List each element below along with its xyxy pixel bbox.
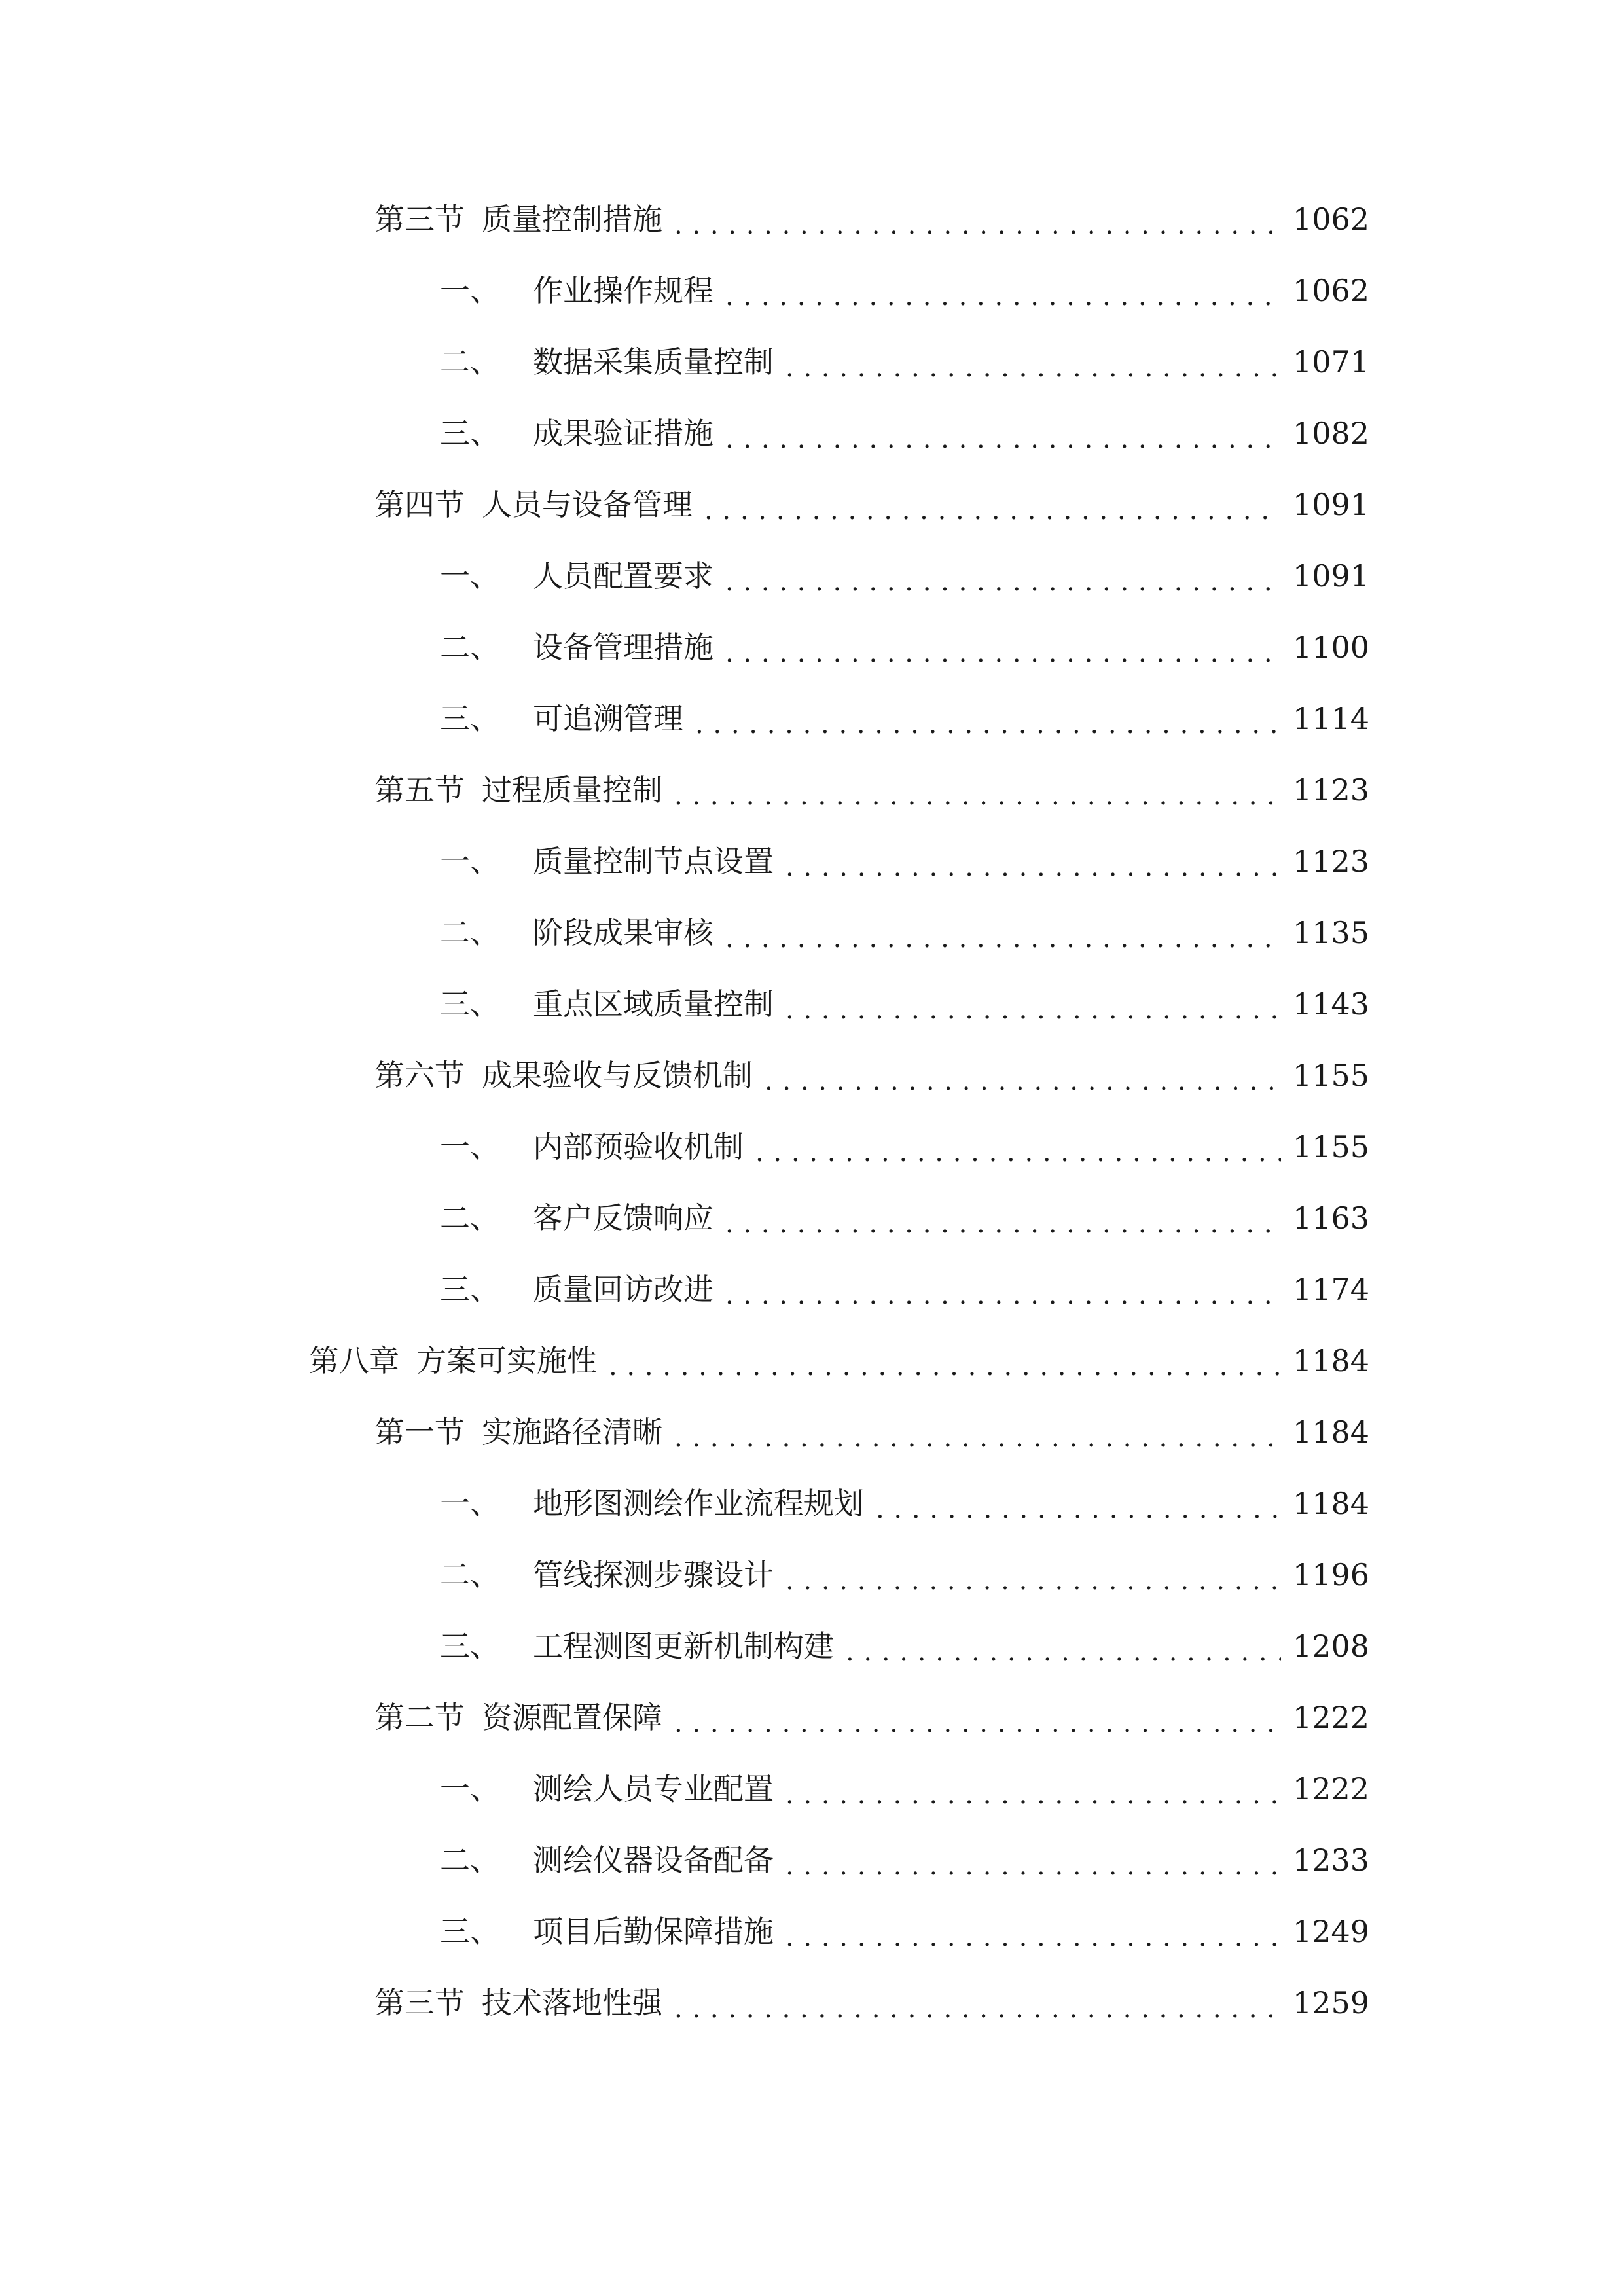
toc-dot-leader: [785, 1564, 1281, 1594]
toc-entry-page: 1222: [1292, 1699, 1369, 1735]
toc-entry-title: 可追溯管理: [533, 700, 683, 736]
toc-entry-title: 实施路径清晰: [482, 1414, 662, 1450]
toc-entry-number: 第二节: [374, 1699, 465, 1735]
toc-entry-title: 人员配置要求: [533, 558, 713, 594]
toc-dot-leader: [674, 779, 1281, 809]
toc-entry-item[interactable]: [440, 825, 1369, 897]
toc-entry-item[interactable]: [440, 326, 1369, 397]
toc-entry-section[interactable]: [374, 469, 1369, 540]
toc-dot-leader: [725, 922, 1281, 952]
toc-entry-page: 1208: [1292, 1628, 1369, 1664]
toc-entry-item[interactable]: [440, 1895, 1369, 1967]
toc-entry-section[interactable]: [374, 1039, 1369, 1111]
toc-entry-title: 测绘人员专业配置: [533, 1770, 774, 1806]
toc-entry-page: 1249: [1292, 1913, 1369, 1949]
toc-entry-title: 内部预验收机制: [533, 1128, 744, 1164]
toc-entry-number: 第三节: [374, 201, 465, 237]
toc-dot-leader: [785, 1778, 1281, 1808]
toc-entry-section[interactable]: [374, 754, 1369, 825]
toc-entry-number: 二、: [440, 1842, 500, 1878]
toc-entry-number: 三、: [440, 1913, 500, 1949]
toc-dot-leader: [785, 1920, 1281, 1950]
toc-entry-number: 三、: [440, 986, 500, 1022]
toc-dot-leader: [755, 1136, 1281, 1166]
toc-entry-number: 第一节: [374, 1414, 465, 1450]
toc-entry-page: 1123: [1292, 772, 1369, 808]
toc-dot-leader: [725, 636, 1281, 666]
toc-entry-title: 设备管理措施: [533, 629, 713, 665]
toc-entry-number: 二、: [440, 1200, 500, 1236]
toc-entry-page: 1155: [1292, 1057, 1369, 1093]
toc-entry-page: 1196: [1292, 1556, 1369, 1592]
toc-entry-title: 过程质量控制: [482, 772, 662, 808]
toc-entry-number: 一、: [440, 1485, 500, 1521]
toc-entry-item[interactable]: [440, 968, 1369, 1039]
toc-entry-page: 1123: [1292, 843, 1369, 879]
toc-entry-item[interactable]: [440, 1467, 1369, 1539]
toc-dot-leader: [725, 565, 1281, 595]
toc-dot-leader: [695, 708, 1281, 738]
toc-entry-section[interactable]: [374, 1396, 1369, 1467]
toc-entry-page: 1233: [1292, 1842, 1369, 1878]
toc-entry-title: 工程测图更新机制构建: [533, 1628, 834, 1664]
toc-entry-title: 客户反馈响应: [533, 1200, 713, 1236]
toc-entry-item[interactable]: [440, 897, 1369, 968]
toc-dot-leader: [785, 351, 1281, 381]
toc-entry-number: 一、: [440, 558, 500, 594]
toc-entry-item[interactable]: [440, 1539, 1369, 1610]
toc-entry-title: 技术落地性强: [482, 1984, 662, 2020]
toc-entry-title: 成果验证措施: [533, 415, 713, 451]
toc-entry-number: 二、: [440, 914, 500, 950]
toc-entry-title: 作业操作规程: [533, 272, 713, 308]
toc-entry-title: 成果验收与反馈机制: [482, 1057, 753, 1093]
toc-entry-page: 1100: [1292, 629, 1369, 665]
toc-entry-title: 人员与设备管理: [482, 486, 693, 522]
toc-dot-leader: [725, 422, 1281, 452]
toc-entry-item[interactable]: [440, 397, 1369, 469]
toc-entry-title: 地形图测绘作业流程规划: [533, 1485, 864, 1521]
toc-dot-leader: [609, 1350, 1281, 1380]
toc-entry-item[interactable]: [440, 1182, 1369, 1253]
toc-dot-leader: [876, 1492, 1281, 1522]
toc-entry-section[interactable]: [374, 1967, 1369, 2038]
toc-entry-title: 方案可实施性: [416, 1342, 597, 1378]
toc-entry-page: 1062: [1292, 201, 1369, 237]
toc-entry-page: 1071: [1292, 344, 1369, 380]
toc-dot-leader: [725, 1207, 1281, 1237]
toc-entry-page: 1135: [1292, 914, 1369, 950]
toc-entry-number: 三、: [440, 1628, 500, 1664]
toc-entry-number: 二、: [440, 629, 500, 665]
toc-entry-number: 二、: [440, 1556, 500, 1592]
toc-entry-title: 质量控制节点设置: [533, 843, 774, 879]
toc-dot-leader: [674, 1992, 1281, 2022]
toc-entry-page: 1155: [1292, 1128, 1369, 1164]
toc-entry-number: 一、: [440, 843, 500, 879]
toc-entry-page: 1143: [1292, 986, 1369, 1022]
toc-entry-title: 质量控制措施: [482, 201, 662, 237]
toc-dot-leader: [725, 1278, 1281, 1308]
toc-entry-page: 1222: [1292, 1770, 1369, 1806]
toc-entry-item[interactable]: [440, 1824, 1369, 1895]
toc-entry-item[interactable]: [440, 1253, 1369, 1325]
toc-entry-item[interactable]: [440, 683, 1369, 754]
toc-entry-number: 一、: [440, 272, 500, 308]
toc-entry-number: 三、: [440, 415, 500, 451]
toc-dot-leader: [785, 993, 1281, 1023]
toc-entry-title: 阶段成果审核: [533, 914, 713, 950]
toc-entry-number: 一、: [440, 1128, 500, 1164]
toc-entry-number: 第六节: [374, 1057, 465, 1093]
toc-entry-page: 1163: [1292, 1200, 1369, 1236]
toc-dot-leader: [674, 1421, 1281, 1451]
toc-entry-page: 1184: [1292, 1342, 1369, 1378]
toc-entry-item[interactable]: [440, 1111, 1369, 1182]
toc-entry-page: 1174: [1292, 1271, 1369, 1307]
toc-entry-title: 管线探测步骤设计: [533, 1556, 774, 1592]
toc-entry-number: 第五节: [374, 772, 465, 808]
toc-entry-number: 第三节: [374, 1984, 465, 2020]
toc-dot-leader: [785, 1849, 1281, 1879]
toc-entry-page: 1259: [1292, 1984, 1369, 2020]
toc-entry-number: 第八章: [309, 1342, 399, 1378]
toc-entry-item[interactable]: [440, 1753, 1369, 1824]
toc-dot-leader: [674, 208, 1281, 238]
toc-entry-title: 数据采集质量控制: [533, 344, 774, 380]
toc-entry-item[interactable]: [440, 540, 1369, 611]
toc-dot-leader: [765, 1064, 1281, 1094]
toc-entry-item[interactable]: [440, 1610, 1369, 1681]
toc-entry-page: 1082: [1292, 415, 1369, 451]
toc-dot-leader: [785, 850, 1281, 880]
toc-entry-title: 质量回访改进: [533, 1271, 713, 1307]
toc-entry-page: 1062: [1292, 272, 1369, 308]
toc-entry-number: 三、: [440, 700, 500, 736]
toc-entry-item[interactable]: [440, 255, 1369, 326]
toc-entry-page: 1114: [1292, 700, 1369, 736]
toc-entry-title: 资源配置保障: [482, 1699, 662, 1735]
toc-entry-item[interactable]: [440, 611, 1369, 683]
toc-entry-section[interactable]: [374, 1681, 1369, 1753]
toc-entry-number: 二、: [440, 344, 500, 380]
toc-entry-chapter[interactable]: [309, 1325, 1369, 1396]
toc-dot-leader: [725, 279, 1281, 310]
toc-dot-leader: [704, 493, 1281, 524]
toc-entry-title: 重点区域质量控制: [533, 986, 774, 1022]
toc-entry-title: 项目后勤保障措施: [533, 1913, 774, 1949]
toc-entry-number: 三、: [440, 1271, 500, 1307]
toc-dot-leader: [846, 1635, 1281, 1665]
toc-entry-page: 1184: [1292, 1485, 1369, 1521]
toc-entry-number: 一、: [440, 1770, 500, 1806]
toc-entry-section[interactable]: [374, 183, 1369, 255]
toc-dot-leader: [674, 1706, 1281, 1736]
toc-entry-title: 测绘仪器设备配备: [533, 1842, 774, 1878]
toc-entry-page: 1091: [1292, 558, 1369, 594]
toc-entry-page: 1091: [1292, 486, 1369, 522]
toc-entry-page: 1184: [1292, 1414, 1369, 1450]
toc-entry-number: 第四节: [374, 486, 465, 522]
